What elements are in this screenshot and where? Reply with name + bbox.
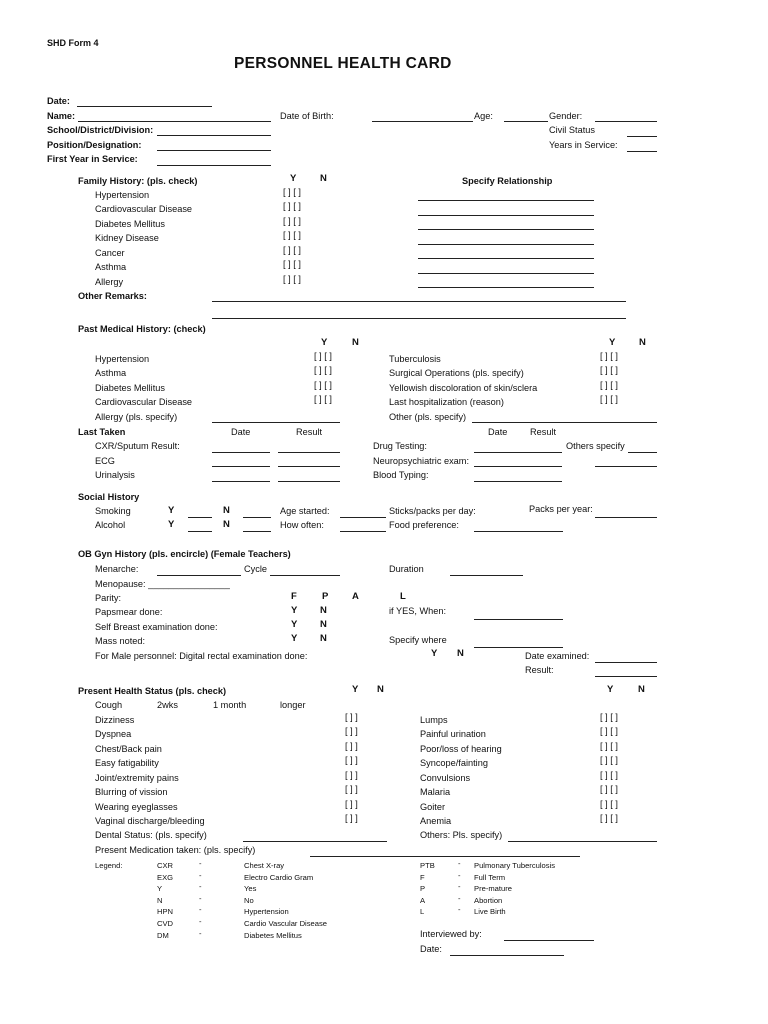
past-item-tuberculosis: Tuberculosis bbox=[389, 354, 441, 364]
how-often-label: How often: bbox=[280, 520, 324, 530]
last-taken-date-header-right: Date bbox=[488, 427, 508, 437]
others-specify-field[interactable] bbox=[628, 452, 657, 453]
date-label: Date: bbox=[47, 96, 70, 106]
legend-desc: Chest X-ray bbox=[244, 861, 285, 870]
other-remarks-label: Other Remarks: bbox=[78, 291, 147, 301]
present-item-syncope: Syncope/fainting bbox=[420, 758, 488, 768]
legend-label: Legend: bbox=[95, 861, 123, 870]
allergy-field[interactable] bbox=[212, 422, 340, 423]
interview-date-field[interactable] bbox=[450, 955, 564, 956]
relationship-field[interactable] bbox=[418, 244, 594, 245]
menarche-label: Menarche: bbox=[95, 564, 139, 574]
legend-dash: - bbox=[199, 882, 202, 891]
dob-field[interactable] bbox=[372, 121, 473, 122]
smoking-y-field[interactable] bbox=[188, 517, 212, 518]
family-item-diabetes: Diabetes Mellitus bbox=[95, 219, 165, 229]
duration-field[interactable] bbox=[450, 575, 523, 576]
smoking-n[interactable]: N bbox=[223, 505, 230, 516]
date-examined-label: Date examined: bbox=[525, 651, 590, 661]
years-service-label: Years in Service: bbox=[549, 140, 618, 150]
last-taken-result-header: Result bbox=[296, 427, 323, 437]
family-checkbox[interactable]: [ ] [ ] bbox=[283, 259, 301, 269]
present-y-header-right: Y bbox=[607, 684, 614, 695]
breast-exam-y[interactable]: Y bbox=[291, 619, 298, 630]
dental-status-field[interactable] bbox=[243, 841, 387, 842]
ecg-result-field[interactable] bbox=[278, 466, 340, 467]
past-item-surgical: Surgical Operations (pls. specify) bbox=[389, 368, 524, 378]
mass-noted-label: Mass noted: bbox=[95, 636, 146, 646]
parity-f[interactable]: F bbox=[291, 591, 297, 602]
past-item-asthma: Asthma bbox=[95, 368, 127, 378]
present-item-painful-urination: Painful urination bbox=[420, 729, 486, 739]
date-examined-field[interactable] bbox=[595, 662, 657, 663]
present-n-header: N bbox=[377, 684, 384, 695]
past-checkbox-right[interactable]: [ ] [ ] bbox=[600, 394, 618, 404]
present-checkbox[interactable]: [ ] ] bbox=[345, 726, 358, 736]
dental-status-label: Dental Status: (pls. specify) bbox=[95, 830, 207, 840]
present-medication-label: Present Medication taken: (pls. specify) bbox=[95, 845, 256, 855]
relationship-field[interactable] bbox=[418, 215, 594, 216]
family-history-heading: Family History: (pls. check) bbox=[78, 176, 198, 186]
present-item-goiter: Goiter bbox=[420, 802, 446, 812]
if-yes-label: if YES, When: bbox=[389, 606, 447, 616]
parity-l[interactable]: L bbox=[400, 591, 406, 602]
past-checkbox-right[interactable]: [ ] [ ] bbox=[600, 351, 618, 361]
blood-typing-label: Blood Typing: bbox=[373, 470, 429, 480]
cxr-result-field[interactable] bbox=[278, 452, 340, 453]
legend-dash: - bbox=[458, 882, 461, 891]
last-taken-result-header-right: Result bbox=[530, 427, 557, 437]
sticks-label: Sticks/packs per day: bbox=[389, 506, 476, 516]
past-item-yellowish: Yellowish discoloration of skin/sclera bbox=[389, 383, 538, 393]
present-checkbox-right[interactable]: [ ] [ ] bbox=[600, 799, 618, 809]
legend-abbr: N bbox=[157, 896, 163, 905]
interviewed-by-field[interactable] bbox=[504, 940, 594, 941]
present-item-anemia: Anemia bbox=[420, 816, 452, 826]
result-label: Result: bbox=[525, 665, 554, 675]
past-item-cardiovascular: Cardiovascular Disease bbox=[95, 397, 193, 407]
present-checkbox-right[interactable]: [ ] [ ] bbox=[600, 712, 618, 722]
cycle-field[interactable] bbox=[270, 575, 340, 576]
how-often-field[interactable] bbox=[340, 531, 386, 532]
present-checkbox-right[interactable]: [ ] [ ] bbox=[600, 726, 618, 736]
present-y-header: Y bbox=[352, 684, 359, 695]
present-item-fatigability: Easy fatigability bbox=[95, 758, 159, 768]
legend-abbr: F bbox=[420, 873, 425, 882]
ob-gyn-heading: OB Gyn History (pls. encircle) (Female Teachers) bbox=[78, 549, 291, 559]
papsmear-label: Papsmear done: bbox=[95, 607, 163, 617]
legend-abbr: DM bbox=[157, 931, 169, 940]
drug-testing-field[interactable] bbox=[474, 452, 562, 453]
legend-abbr: CXR bbox=[157, 861, 174, 870]
legend-dash: - bbox=[458, 905, 461, 914]
parity-a[interactable]: A bbox=[352, 591, 359, 602]
duration-label: Duration bbox=[389, 564, 424, 574]
family-checkbox[interactable]: [ ] [ ] bbox=[283, 274, 301, 284]
past-item-hypertension: Hypertension bbox=[95, 354, 150, 364]
present-checkbox[interactable]: [ ] ] bbox=[345, 755, 358, 765]
present-item-dizziness: Dizziness bbox=[95, 715, 135, 725]
present-checkbox[interactable]: [ ] ] bbox=[345, 799, 358, 809]
gender-field[interactable] bbox=[595, 121, 657, 122]
drug-testing-label: Drug Testing: bbox=[373, 441, 427, 451]
specify-relationship-header: Specify Relationship bbox=[462, 176, 553, 186]
alcohol-y-field[interactable] bbox=[188, 531, 212, 532]
school-label: School/District/Division: bbox=[47, 125, 154, 135]
smoking-label: Smoking bbox=[95, 506, 131, 516]
packs-year-field[interactable] bbox=[595, 517, 657, 518]
present-checkbox[interactable]: [ ] ] bbox=[345, 712, 358, 722]
mass-noted-n[interactable]: N bbox=[320, 633, 327, 644]
present-item-chest-pain: Chest/Back pain bbox=[95, 744, 162, 754]
urinalysis-label: Urinalysis bbox=[95, 470, 135, 480]
present-checkbox-right[interactable]: [ ] [ ] bbox=[600, 784, 618, 794]
last-taken-heading: Last Taken bbox=[78, 427, 126, 437]
present-checkbox-right[interactable]: [ ] [ ] bbox=[600, 741, 618, 751]
legend-desc: Live Birth bbox=[474, 907, 506, 916]
page-title: PERSONNEL HEALTH CARD bbox=[234, 55, 452, 72]
first-year-label: First Year in Service: bbox=[47, 154, 138, 164]
present-checkbox[interactable]: [ ] ] bbox=[345, 741, 358, 751]
name-field[interactable] bbox=[78, 121, 271, 122]
alcohol-n-field[interactable] bbox=[243, 531, 271, 532]
breast-exam-n[interactable]: N bbox=[320, 619, 327, 630]
present-checkbox-right[interactable]: [ ] [ ] bbox=[600, 755, 618, 765]
present-n-header-right: N bbox=[638, 684, 645, 695]
result-field[interactable] bbox=[595, 676, 657, 677]
neuropsychiatric-field[interactable] bbox=[474, 466, 562, 467]
present-item-blurring: Blurring of vission bbox=[95, 787, 168, 797]
food-preference-label: Food preference: bbox=[389, 520, 459, 530]
civil-status-label: Civil Status bbox=[549, 125, 595, 135]
present-health-heading: Present Health Status (pls. check) bbox=[78, 686, 227, 696]
age-started-label: Age started: bbox=[280, 506, 330, 516]
present-checkbox[interactable]: [ ] ] bbox=[345, 813, 358, 823]
past-n-header-right: N bbox=[639, 337, 646, 348]
present-checkbox-right[interactable]: [ ] [ ] bbox=[600, 813, 618, 823]
interviewed-by-label: Interviewed by: bbox=[420, 929, 482, 939]
legend-dash: - bbox=[199, 905, 202, 914]
legend-abbr: P bbox=[420, 884, 426, 893]
specify-where-label: Specify where bbox=[389, 635, 447, 645]
relationship-field[interactable] bbox=[418, 287, 594, 288]
male-dre-label: For Male personnel: Digital rectal examination done: bbox=[95, 651, 308, 661]
urinalysis-date-field[interactable] bbox=[212, 481, 270, 482]
cough-label: Cough bbox=[95, 700, 123, 710]
other-remarks-field[interactable] bbox=[212, 301, 626, 302]
ecg-date-field[interactable] bbox=[212, 466, 270, 467]
papsmear-y[interactable]: Y bbox=[291, 605, 298, 616]
legend-desc: Diabetes Mellitus bbox=[244, 931, 302, 940]
past-checkbox[interactable]: [ ] [ ] bbox=[314, 394, 332, 404]
if-yes-field[interactable] bbox=[474, 619, 563, 620]
family-y-header: Y bbox=[290, 173, 297, 184]
legend-desc: Abortion bbox=[474, 896, 503, 905]
relationship-field[interactable] bbox=[418, 273, 594, 274]
present-item-malaria: Malaria bbox=[420, 787, 451, 797]
specify-where-field[interactable] bbox=[474, 647, 563, 648]
form-code: SHD Form 4 bbox=[47, 38, 99, 48]
past-checkbox[interactable]: [ ] [ ] bbox=[314, 380, 332, 390]
menopause-label: Menopause: ________________ bbox=[95, 579, 230, 589]
male-dre-y[interactable]: Y bbox=[431, 648, 438, 659]
family-checkbox[interactable]: [ ] [ ] bbox=[283, 201, 301, 211]
present-medication-field[interactable] bbox=[310, 856, 580, 857]
past-y-header: Y bbox=[321, 337, 328, 348]
cxr-label: CXR/Sputum Result: bbox=[95, 441, 180, 451]
legend-dash: - bbox=[458, 871, 461, 880]
legend-dash: - bbox=[199, 859, 202, 868]
civil-status-field[interactable] bbox=[627, 136, 657, 137]
date-field[interactable] bbox=[77, 106, 212, 107]
male-dre-n[interactable]: N bbox=[457, 648, 464, 659]
cough-longer[interactable]: longer bbox=[280, 700, 306, 710]
legend-dash: - bbox=[458, 894, 461, 903]
years-service-field[interactable] bbox=[627, 151, 657, 152]
present-item-joint-pain: Joint/extremity pains bbox=[95, 773, 179, 783]
legend-desc: Electro Cardio Gram bbox=[244, 873, 314, 882]
neuropsychiatric-extra-field[interactable] bbox=[595, 466, 657, 467]
family-n-header: N bbox=[320, 173, 327, 184]
gender-label: Gender: bbox=[549, 111, 583, 121]
past-item-allergy: Allergy (pls. specify) bbox=[95, 412, 178, 422]
present-item-dyspnea: Dyspnea bbox=[95, 729, 132, 739]
age-started-field[interactable] bbox=[340, 517, 386, 518]
neuropsychiatric-label: Neuropsychiatric exam: bbox=[373, 456, 469, 466]
family-item-cardiovascular: Cardiovascular Disease bbox=[95, 204, 193, 214]
relationship-field[interactable] bbox=[418, 229, 594, 230]
alcohol-y[interactable]: Y bbox=[168, 519, 175, 530]
packs-year-label: Packs per year: bbox=[529, 504, 593, 514]
parity-p[interactable]: P bbox=[322, 591, 329, 602]
present-checkbox[interactable]: [ ] ] bbox=[345, 770, 358, 780]
smoking-n-field[interactable] bbox=[243, 517, 271, 518]
alcohol-n[interactable]: N bbox=[223, 519, 230, 530]
present-checkbox[interactable]: [ ] ] bbox=[345, 784, 358, 794]
ecg-label: ECG bbox=[95, 456, 115, 466]
present-item-lumps: Lumps bbox=[420, 715, 448, 725]
family-checkbox[interactable]: [ ] [ ] bbox=[283, 245, 301, 255]
past-checkbox-right[interactable]: [ ] [ ] bbox=[600, 365, 618, 375]
legend-abbr: CVD bbox=[157, 919, 174, 928]
breast-exam-label: Self Breast examination done: bbox=[95, 622, 218, 632]
cough-1month[interactable]: 1 month bbox=[213, 700, 247, 710]
legend-desc: No bbox=[244, 896, 254, 905]
legend-abbr: HPN bbox=[157, 907, 174, 916]
interview-date-label: Date: bbox=[420, 944, 442, 954]
present-item-vaginal: Vaginal discharge/bleeding bbox=[95, 816, 205, 826]
legend-abbr: L bbox=[420, 907, 425, 916]
last-taken-date-header: Date bbox=[231, 427, 251, 437]
position-label: Position/Designation: bbox=[47, 140, 142, 150]
present-item-hearing: Poor/loss of hearing bbox=[420, 744, 502, 754]
alcohol-label: Alcohol bbox=[95, 520, 126, 530]
past-n-header: N bbox=[352, 337, 359, 348]
others-pls-specify-label: Others: Pls. specify) bbox=[420, 830, 503, 840]
past-item-other: Other (pls. specify) bbox=[389, 412, 467, 422]
family-item-allergy: Allergy bbox=[95, 277, 124, 287]
legend-dash: - bbox=[199, 894, 202, 903]
legend-abbr: A bbox=[420, 896, 426, 905]
legend-abbr: EXG bbox=[157, 873, 174, 882]
family-checkbox[interactable]: [ ] [ ] bbox=[283, 187, 301, 197]
name-label: Name: bbox=[47, 111, 76, 121]
legend-abbr: Y bbox=[157, 884, 163, 893]
past-medical-heading: Past Medical History: (check) bbox=[78, 324, 206, 334]
legend-desc: Hypertension bbox=[244, 907, 289, 916]
family-checkbox[interactable]: [ ] [ ] bbox=[283, 230, 301, 240]
cxr-date-field[interactable] bbox=[212, 452, 270, 453]
mass-noted-y[interactable]: Y bbox=[291, 633, 298, 644]
school-field[interactable] bbox=[157, 135, 271, 136]
present-item-eyeglasses: Wearing eyeglasses bbox=[95, 802, 178, 812]
papsmear-n[interactable]: N bbox=[320, 605, 327, 616]
legend-dash: - bbox=[199, 917, 202, 926]
past-item-diabetes: Diabetes Mellitus bbox=[95, 383, 165, 393]
legend-desc: Pre-mature bbox=[474, 884, 512, 893]
legend-dash: - bbox=[199, 871, 202, 880]
food-preference-field[interactable] bbox=[474, 531, 563, 532]
others-specify-label: Others specify bbox=[566, 441, 625, 451]
social-history-heading: Social History bbox=[78, 492, 140, 502]
past-checkbox[interactable]: [ ] [ ] bbox=[314, 365, 332, 375]
past-checkbox-right[interactable]: [ ] [ ] bbox=[600, 380, 618, 390]
family-item-asthma: Asthma bbox=[95, 262, 127, 272]
smoking-y[interactable]: Y bbox=[168, 505, 175, 516]
past-item-hospitalization: Last hospitalization (reason) bbox=[389, 397, 504, 407]
relationship-field[interactable] bbox=[418, 200, 594, 201]
legend-abbr: PTB bbox=[420, 861, 435, 870]
relationship-field[interactable] bbox=[418, 258, 594, 259]
family-checkbox[interactable]: [ ] [ ] bbox=[283, 216, 301, 226]
age-field[interactable] bbox=[504, 121, 548, 122]
family-item-hypertension: Hypertension bbox=[95, 190, 150, 200]
position-field[interactable] bbox=[157, 150, 271, 151]
legend-desc: Yes bbox=[244, 884, 257, 893]
legend-desc: Cardio Vascular Disease bbox=[244, 919, 328, 928]
cycle-label: Cycle bbox=[244, 564, 267, 574]
blood-typing-field[interactable] bbox=[474, 481, 562, 482]
legend-dash: - bbox=[199, 929, 202, 938]
other-remarks-field[interactable] bbox=[212, 318, 626, 319]
parity-label: Parity: bbox=[95, 593, 122, 603]
menarche-field[interactable] bbox=[157, 575, 241, 576]
first-year-field[interactable] bbox=[157, 165, 271, 166]
urinalysis-result-field[interactable] bbox=[278, 481, 340, 482]
family-item-cancer: Cancer bbox=[95, 248, 125, 258]
past-other-field[interactable] bbox=[472, 422, 657, 423]
present-item-convulsions: Convulsions bbox=[420, 773, 471, 783]
past-y-header-right: Y bbox=[609, 337, 616, 348]
legend-desc: Pulmonary Tuberculosis bbox=[474, 861, 556, 870]
family-item-kidney: Kidney Disease bbox=[95, 233, 159, 243]
cough-2wks[interactable]: 2wks bbox=[157, 700, 178, 710]
age-label: Age: bbox=[474, 111, 493, 121]
dob-label: Date of Birth: bbox=[280, 111, 334, 121]
legend-dash: - bbox=[458, 859, 461, 868]
legend-desc: Full Term bbox=[474, 873, 506, 882]
past-checkbox[interactable]: [ ] [ ] bbox=[314, 351, 332, 361]
present-checkbox-right[interactable]: [ ] [ ] bbox=[600, 770, 618, 780]
others-pls-specify-field[interactable] bbox=[508, 841, 657, 842]
